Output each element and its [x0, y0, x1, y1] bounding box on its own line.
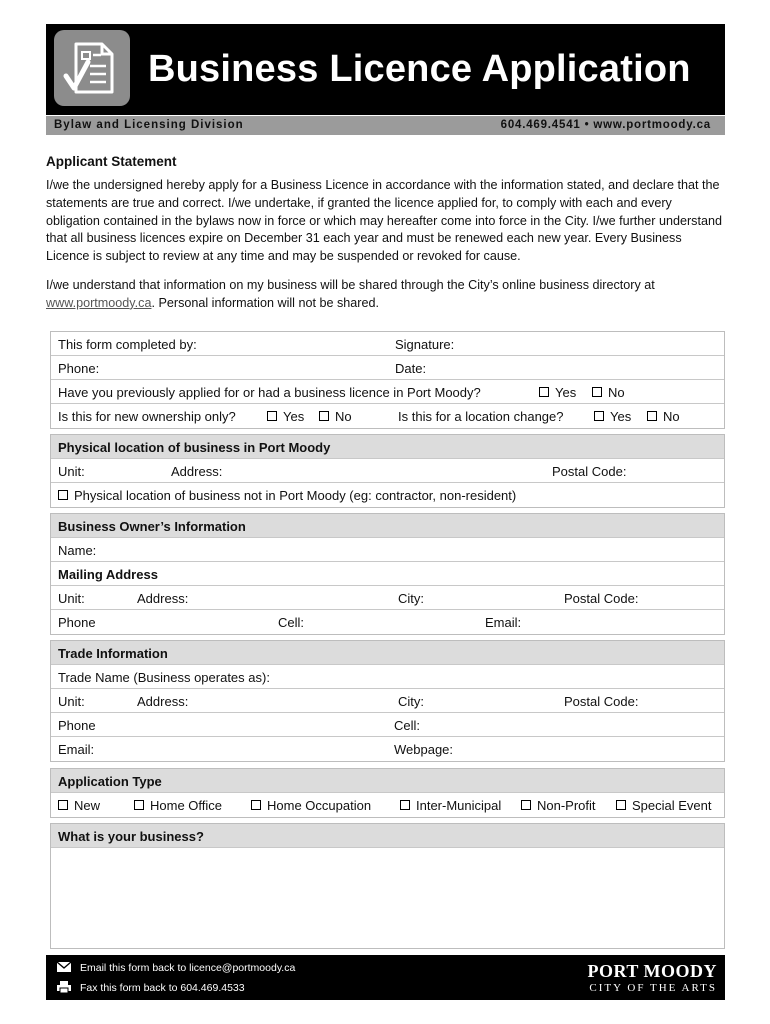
not-in-port-moody-label: Physical location of business not in Port Moody (eg: contractor, non-resident) [74, 488, 517, 503]
owner-address-row [51, 586, 724, 610]
application-type-options [51, 793, 724, 817]
mailing-address-label: Mailing Address [58, 567, 158, 582]
type-special-event-option[interactable] [616, 798, 712, 813]
phone-label: Phone [58, 718, 96, 733]
cell-label: Cell: [394, 718, 421, 733]
location-no-option[interactable] [647, 409, 680, 424]
unit-label: Unit: [58, 591, 85, 606]
page-title: Business Licence Application [148, 48, 691, 90]
no-label: No [335, 409, 352, 424]
type-label: Home Office [150, 798, 223, 813]
phone-date-row [51, 356, 724, 380]
checkbox-icon[interactable] [319, 411, 329, 421]
no-label: No [663, 409, 680, 424]
division-bar [46, 116, 725, 135]
trade-name-row [51, 665, 724, 689]
port-moody-tagline: CITY OF THE ARTS [589, 982, 717, 994]
footer-bar [46, 955, 725, 1000]
envelope-icon [56, 961, 72, 973]
type-label: Inter-Municipal [416, 798, 502, 813]
checkbox-icon[interactable] [616, 800, 626, 810]
type-label: New [74, 798, 101, 813]
webpage-label: Webpage: [394, 742, 454, 757]
trade-info-title: Trade Information [58, 646, 168, 661]
trade-name-label: Trade Name (Business operates as): [58, 670, 270, 685]
checkbox-icon[interactable] [592, 387, 602, 397]
checkbox-icon[interactable] [647, 411, 657, 421]
header-banner [46, 24, 725, 115]
physical-location-section [50, 434, 725, 508]
location-yes-option[interactable] [594, 409, 631, 424]
checkbox-icon[interactable] [58, 800, 68, 810]
signature-label: Signature: [395, 337, 455, 352]
not-in-port-moody-row [51, 483, 724, 507]
type-home-office-option[interactable] [134, 798, 222, 813]
statement-paragraph-1: I/we the undersigned hereby apply for a Business Licence in accordance with the information stated, and declare that the statements are true and correct. I/we undertake, if granted the licence applied for, to comply with each and every obligation contained in the bylaws now in force or which may hereafter come into force in the City. I/we further understand that all business licences expire on December 31 each year and must be renewed each new year. Every Business Licence is subject to review at any time and may be suspended or revoked for cause. [46, 178, 722, 264]
unit-label: Unit: [58, 464, 85, 479]
trade-web-row [51, 737, 724, 761]
mailing-address-row [51, 562, 724, 586]
yes-label: Yes [283, 409, 305, 424]
type-non-profit-option[interactable] [521, 798, 596, 813]
address-label: Address: [137, 591, 189, 606]
checkbox-icon[interactable] [58, 490, 68, 500]
location-change-question: Is this for a location change? [398, 409, 564, 424]
business-description-field[interactable] [51, 848, 724, 948]
checklist-icon [54, 30, 130, 106]
not-in-port-moody-option[interactable] [58, 488, 516, 503]
trade-phone-row [51, 713, 724, 737]
statement-text: I/we understand that information on my business will be shared through the City’s online business directory at [46, 278, 655, 292]
ownership-yes-option[interactable] [267, 409, 304, 424]
section-header [51, 435, 724, 459]
portmoody-link[interactable]: www.portmoody.ca [46, 295, 152, 310]
previous-licence-row [51, 380, 724, 404]
ownership-row [51, 404, 724, 428]
fax-instructions: Fax this form back to 604.469.4533 [80, 982, 245, 994]
postal-code-label: Postal Code: [564, 694, 639, 709]
city-label: City: [398, 591, 424, 606]
yes-label: Yes [555, 385, 577, 400]
contact-info: 604.469.4541 • www.portmoody.ca [500, 119, 711, 131]
division-name: Bylaw and Licensing Division [54, 119, 244, 131]
cell-label: Cell: [278, 615, 305, 630]
checkbox-icon[interactable] [267, 411, 277, 421]
unit-label: Unit: [58, 694, 85, 709]
previous-licence-question: Have you previously applied for or had a business licence in Port Moody? [58, 385, 481, 400]
completed-row [51, 332, 724, 356]
application-type-title: Application Type [58, 774, 162, 789]
address-label: Address: [137, 694, 189, 709]
completed-by-label: This form completed by: [58, 337, 197, 352]
checkbox-icon[interactable] [539, 387, 549, 397]
phone-label: Phone: [58, 361, 100, 376]
statement-text-end: . Personal information will not be shared. [151, 295, 379, 310]
checkbox-icon[interactable] [521, 800, 531, 810]
phone-label: Phone [58, 615, 96, 630]
owner-info-title: Business Owner’s Information [58, 519, 246, 534]
no-label: No [608, 385, 625, 400]
name-row [51, 538, 724, 562]
location-address-row [51, 459, 724, 483]
email-label: Email: [58, 742, 95, 757]
applicant-section [50, 331, 725, 429]
owner-info-section [50, 513, 725, 635]
yes-label: Yes [610, 409, 632, 424]
section-header [51, 641, 724, 665]
type-label: Home Occupation [267, 798, 372, 813]
checkbox-icon[interactable] [400, 800, 410, 810]
checkbox-icon[interactable] [594, 411, 604, 421]
trade-address-row [51, 689, 724, 713]
port-moody-brand: PORT MOODY [587, 961, 717, 981]
section-header [51, 769, 724, 793]
type-label: Special Event [632, 798, 712, 813]
checkbox-icon[interactable] [134, 800, 144, 810]
email-instructions: Email this form back to licence@portmoody.ca [80, 962, 296, 974]
application-type-section [50, 768, 725, 818]
city-label: City: [398, 694, 424, 709]
previous-no-option[interactable] [592, 385, 625, 400]
new-ownership-question: Is this for new ownership only? [58, 409, 236, 424]
type-inter-municipal-option[interactable] [400, 798, 501, 813]
owner-contact-row [51, 610, 724, 634]
previous-yes-option[interactable] [539, 385, 576, 400]
name-label: Name: [58, 543, 97, 558]
type-label: Non-Profit [537, 798, 596, 813]
section-header [51, 824, 724, 848]
section-header [51, 514, 724, 538]
postal-code-label: Postal Code: [552, 464, 627, 479]
ownership-no-option[interactable] [319, 409, 352, 424]
type-home-occupation-option[interactable] [251, 798, 371, 813]
checkbox-icon[interactable] [251, 800, 261, 810]
business-description-title: What is your business? [58, 829, 204, 844]
business-description-section [50, 823, 725, 949]
trade-info-section [50, 640, 725, 762]
date-label: Date: [395, 361, 427, 376]
fax-icon [56, 981, 72, 993]
address-label: Address: [171, 464, 223, 479]
statement-heading: Applicant Statement [46, 154, 177, 169]
statement-paragraph-2 [46, 277, 728, 313]
postal-code-label: Postal Code: [564, 591, 639, 606]
physical-location-title: Physical location of business in Port Moody [58, 440, 331, 455]
type-new-option[interactable] [58, 798, 100, 813]
email-label: Email: [485, 615, 522, 630]
